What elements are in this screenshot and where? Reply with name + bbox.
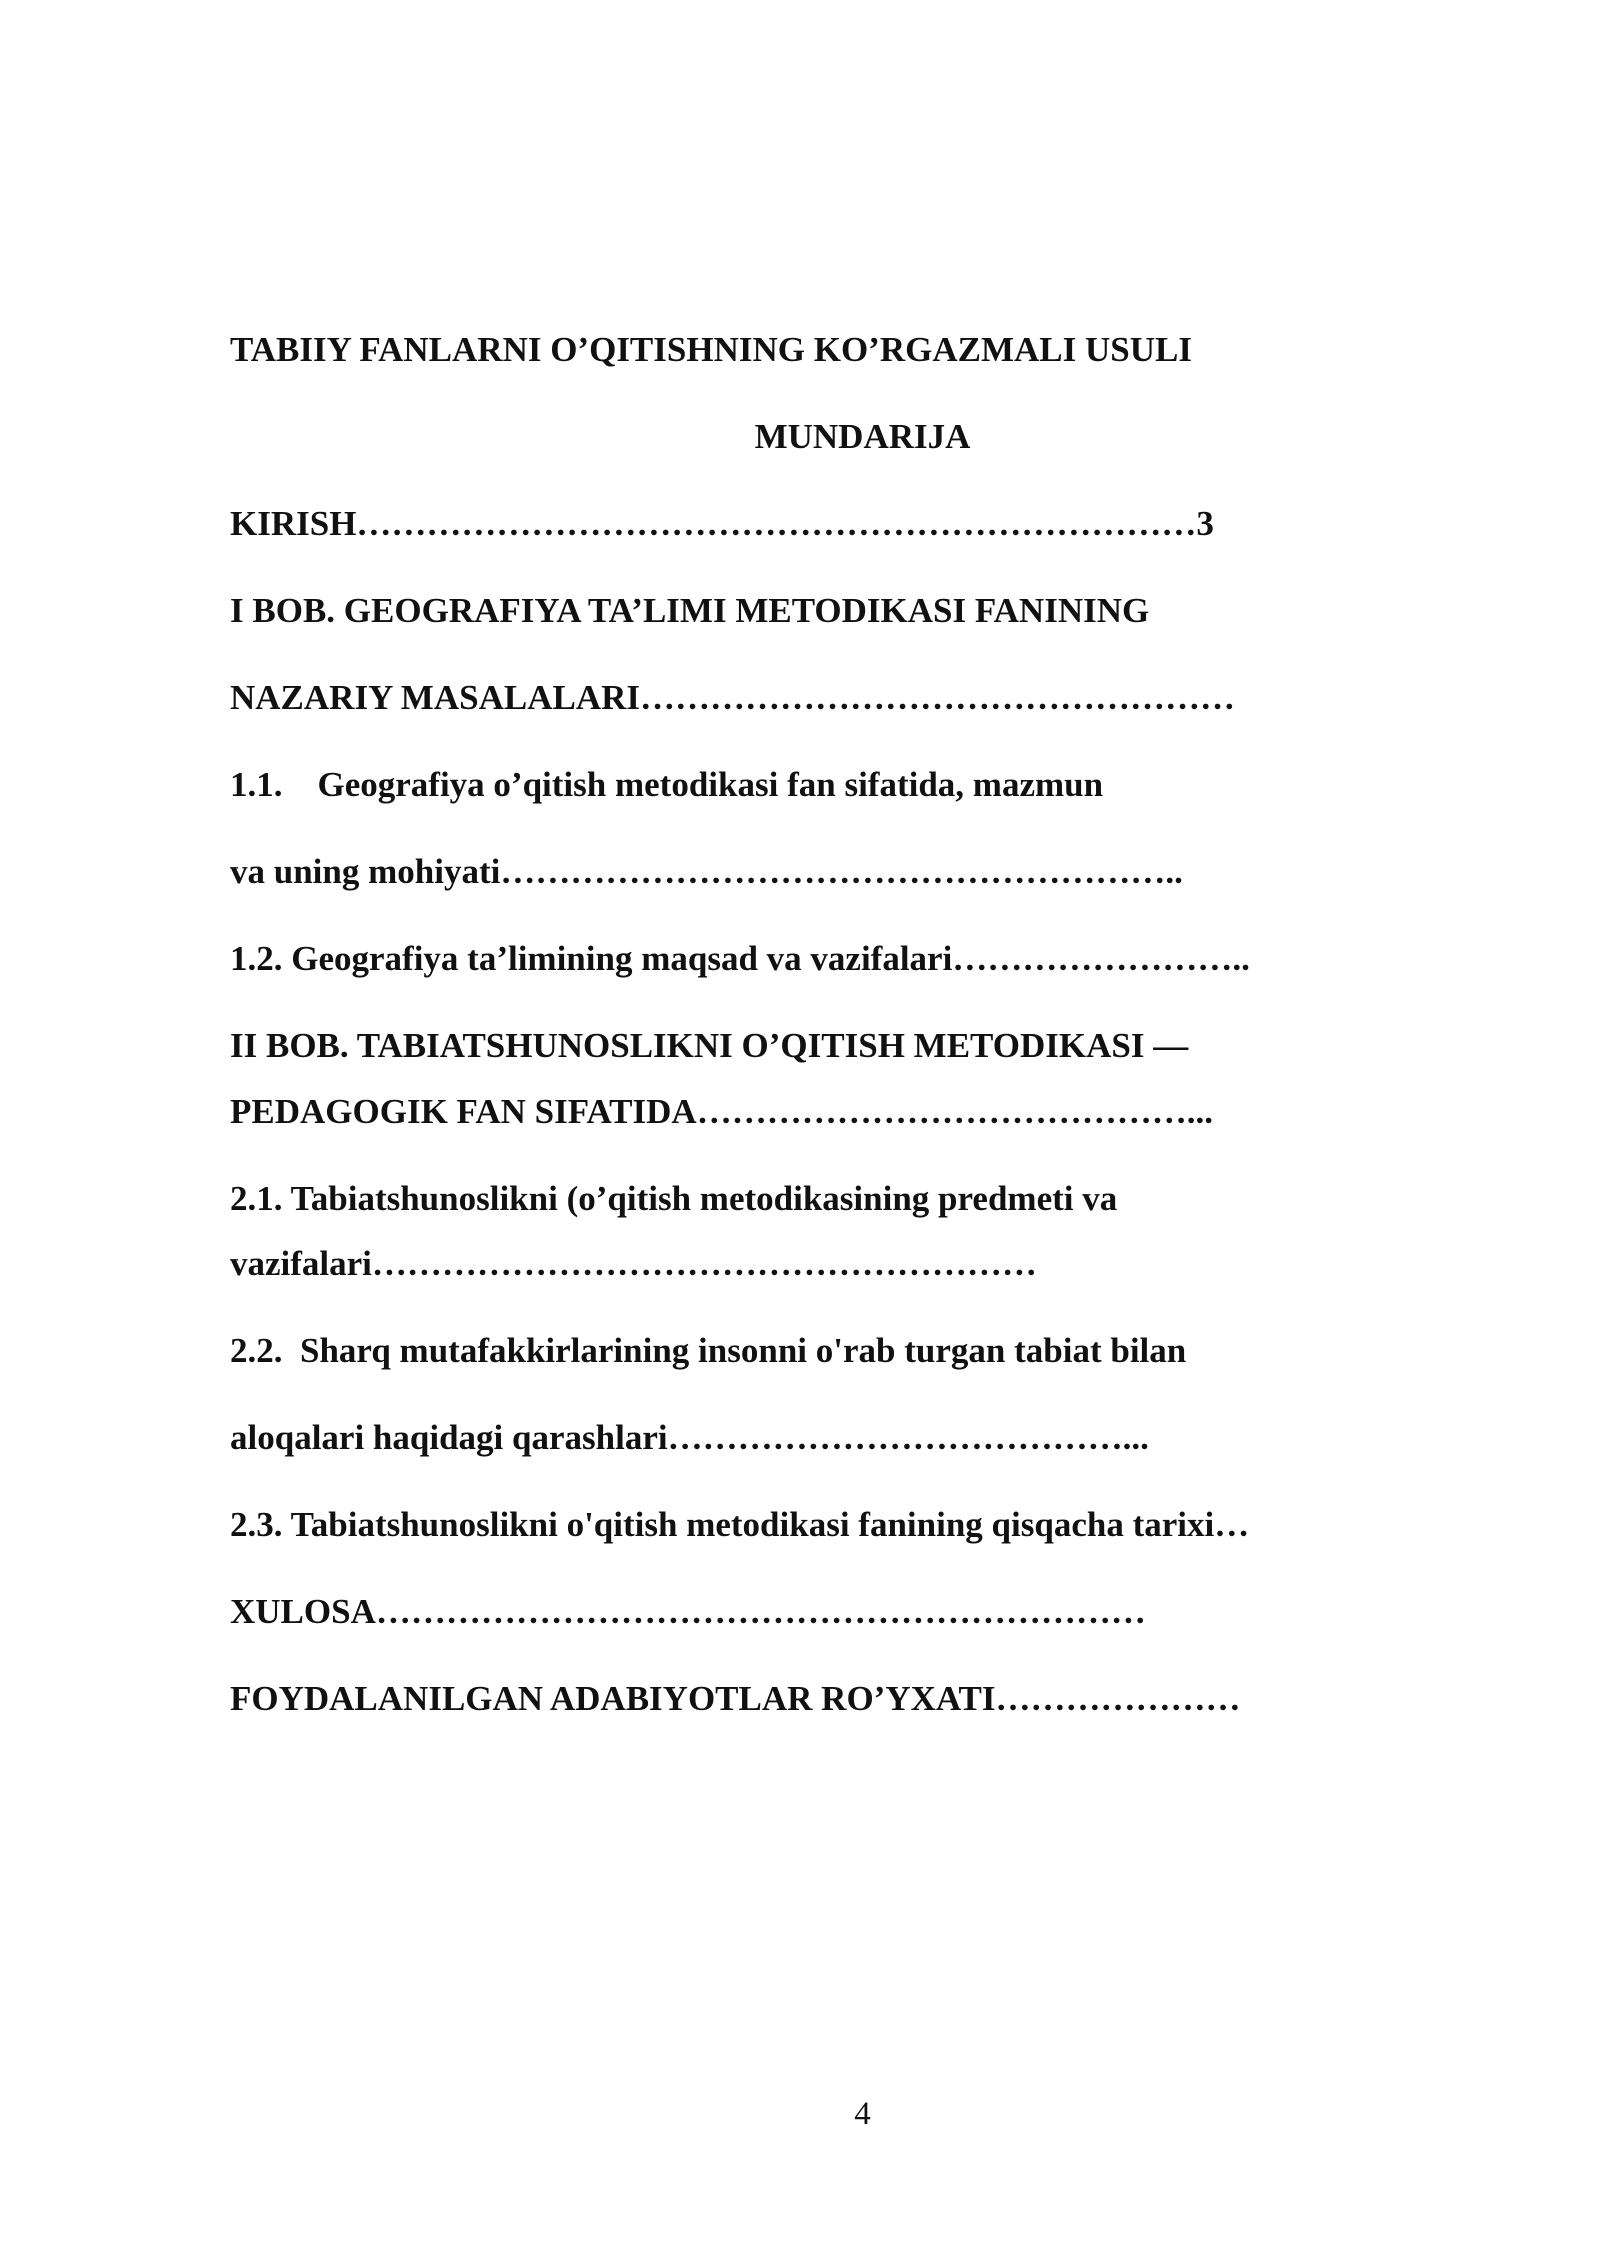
toc-entry-chapter-2-line-1: II BOB. TABIATSHUNOSLIKNI O’QITISH METODIKASI — [230, 1026, 1189, 1065]
page-number: 4 [854, 2096, 871, 2132]
toc-entry-1-1-line-2: va uning mohiyati………………………………………………….. [230, 852, 1183, 891]
toc-entry-kirish: KIRISH………………………………………………………………3 [230, 504, 1214, 543]
document-title: TABIIY FANLARNI O’QITISHNING KO’RGAZMALI USULI [230, 330, 1192, 369]
toc-entry-2-1-line-1: 2.1. Tabiatshunoslikni (o’qitish metodikasining predmeti va [230, 1179, 1118, 1218]
toc-entry-2-1-line-2: vazifalari………………………………………………… [230, 1244, 1037, 1283]
toc-entry-2-2-line-1: 2.2. Sharq mutafakkirlarining insonni o'rab turgan tabiat bilan [230, 1331, 1187, 1370]
toc-entry-chapter-2-line-2: PEDAGOGIK FAN SIFATIDA……………………………………... [230, 1092, 1213, 1131]
toc-entry-references: FOYDALANILGAN ADABIYOTLAR RO’YXATI………………… [230, 1679, 1241, 1718]
toc-entry-2-2-line-2: aloqalari haqidagi qarashlari…………………………………... [230, 1418, 1149, 1457]
toc-entry-1-2: 1.2. Geografiya ta’limining maqsad va vazifalari…………………….. [230, 939, 1250, 978]
toc-entry-chapter-1-line-2: NAZARIY MASALALARI…………………………………………… [230, 678, 1235, 717]
toc-heading: MUNDARIJA [754, 417, 971, 456]
toc-entry-chapter-1-line-1: I BOB. GEOGRAFIYA TA’LIMI METODIKASI FANINING [230, 591, 1150, 630]
toc-entry-2-3: 2.3. Tabiatshunoslikni o'qitish metodikasi fanining qisqacha tarixi… [230, 1505, 1250, 1544]
toc-entry-1-1-line-1: 1.1. Geografiya o’qitish metodikasi fan sifatida, mazmun [230, 765, 1104, 804]
toc-entry-xulosa: XULOSA………………………………………………………… [230, 1592, 1146, 1631]
